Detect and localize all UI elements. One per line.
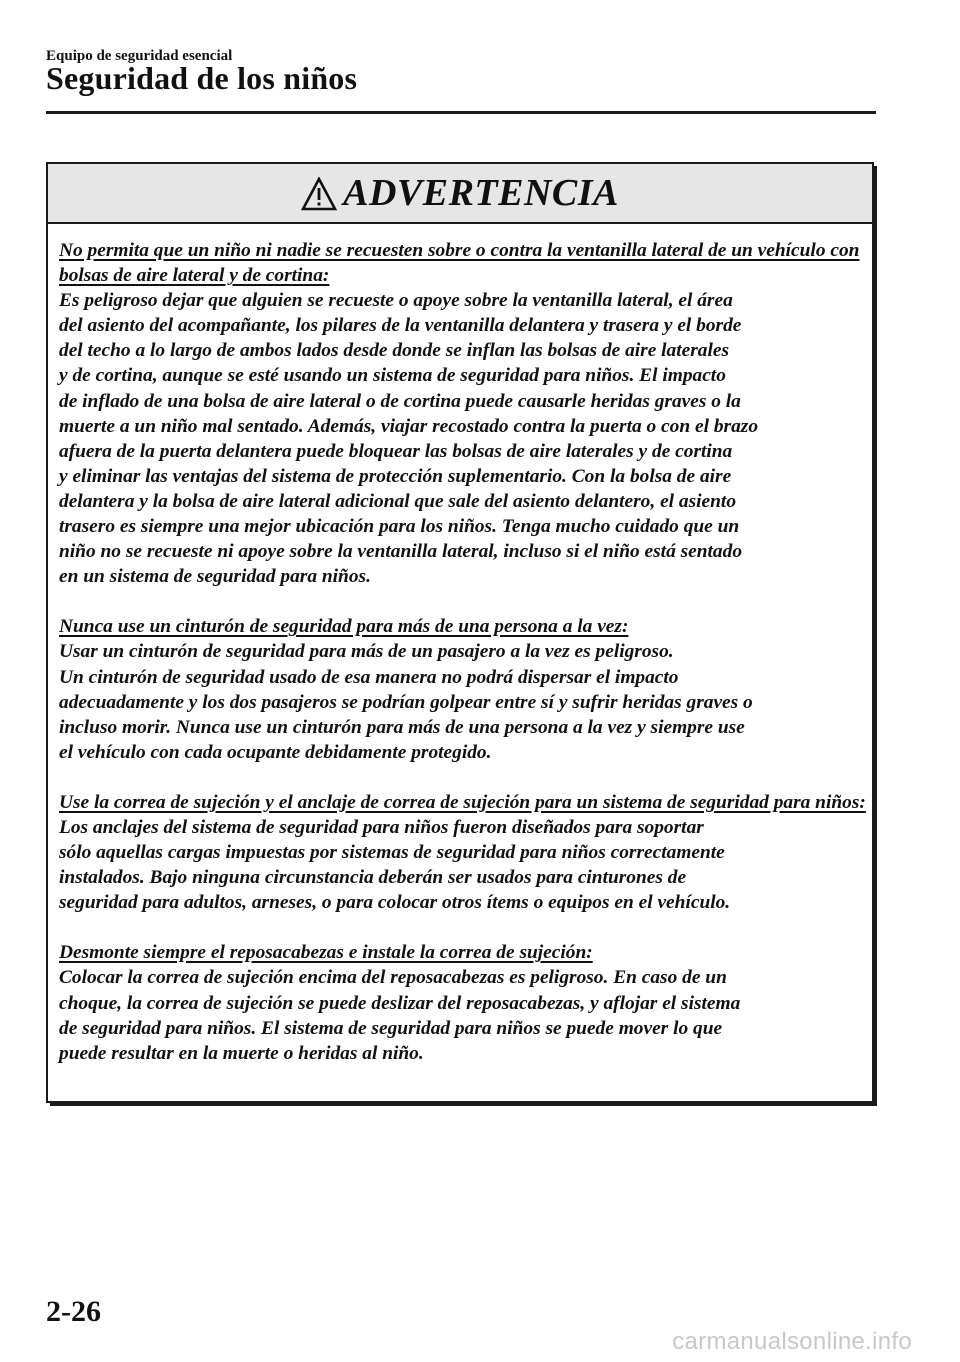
warning-triangle-icon — [301, 177, 337, 211]
page-number: 2-26 — [46, 1295, 101, 1328]
warning-paragraph-heading: Use la correa de sujeción y el anclaje de correa de sujeción para un sistema de seguridad para niños: — [59, 791, 866, 813]
body-line: Los anclajes del sistema de seguridad para niños fueron diseñados para soportar — [59, 816, 704, 838]
body-line: Un cinturón de seguridad usado de esa manera no podrá dispersar el impacto — [59, 666, 679, 688]
body-line: instalados. Bajo ninguna circunstancia deberán ser usados para cinturones de — [59, 867, 687, 889]
body-line: afuera de la puerta delantera puede bloquear las bolsas de aire laterales y de cortina — [59, 440, 733, 462]
warning-body — [59, 238, 869, 1066]
body-line: choque, la correa de sujeción se puede deslizar del reposacabezas, y aflojar el sistema — [59, 992, 741, 1014]
body-line: trasero es siempre una mejor ubicación para los niños. Tenga mucho cuidado que un — [59, 516, 740, 538]
body-line: sólo aquellas cargas impuestas por sistemas de seguridad para niños correctamente — [59, 842, 725, 864]
body-line: delantera y la bolsa de aire lateral adicional que sale del asiento delantero, el asiento — [59, 490, 737, 512]
body-line: de seguridad para niños. El sistema de seguridad para niños se puede mover lo que — [59, 1017, 723, 1039]
body-line: y eliminar las ventajas del sistema de protección suplementario. Con la bolsa de aire — [59, 465, 732, 487]
body-line: y de cortina, aunque se esté usando un sistema de seguridad para niños. El impacto — [59, 365, 726, 387]
section-label: Equipo de seguridad esencial — [46, 48, 233, 64]
header-divider — [46, 111, 876, 114]
warning-paragraph — [59, 238, 869, 589]
page-title: Seguridad de los niños — [46, 60, 358, 96]
watermark: carmanualsonline.info — [672, 1328, 912, 1355]
warning-box — [46, 162, 874, 1103]
warning-paragraph-heading: Nunca use un cinturón de seguridad para más de una persona a la vez: — [59, 616, 629, 638]
body-line: en un sistema de seguridad para niños. — [59, 566, 371, 588]
body-line: el vehículo con cada ocupante debidamente protegido. — [59, 741, 492, 763]
body-line: del techo a lo largo de ambos lados desde donde se inflan las bolsas de aire laterales — [59, 340, 730, 362]
body-line: incluso morir. Nunca use un cinturón para más de una persona a la vez y siempre use — [59, 716, 745, 738]
body-line: seguridad para adultos, arneses, o para colocar otros ítems o equipos en el vehículo. — [59, 892, 731, 914]
body-line: niño no se recueste ni apoye sobre la ventanilla lateral, incluso si el niño está sentado — [59, 541, 743, 563]
body-line: Es peligroso dejar que alguien se recueste o apoye sobre la ventanilla lateral, el área — [59, 290, 733, 312]
warning-title: ADVERTENCIA — [343, 172, 619, 214]
body-line: Colocar la correa de sujeción encima del reposacabezas es peligroso. En caso de un — [59, 967, 727, 989]
warning-paragraph-heading: No permita que un niño ni nadie se recuesten sobre o contra la ventanilla lateral de un vehículo con bolsas de aire lateral y de cortina: — [59, 240, 860, 287]
body-line: muerte a un niño mal sentado. Además, viajar recostado contra la puerta o con el brazo — [59, 415, 759, 437]
warning-paragraph — [59, 614, 869, 765]
warning-header — [48, 164, 872, 224]
body-line: del asiento del acompañante, los pilares de la ventanilla delantera y trasera y el borde — [59, 315, 742, 337]
body-line: puede resultar en la muerte o heridas al niño. — [59, 1042, 424, 1064]
body-line: Usar un cinturón de seguridad para más de un pasajero a la vez es peligroso. — [59, 641, 674, 663]
body-line: de inflado de una bolsa de aire lateral o de cortina puede causarle heridas graves o la — [59, 390, 741, 412]
warning-paragraph-heading: Desmonte siempre el reposacabezas e instale la correa de sujeción: — [59, 942, 593, 964]
warning-paragraph — [59, 790, 869, 915]
body-line: adecuadamente y los dos pasajeros se podrían golpear entre sí y sufrir heridas graves o — [59, 691, 753, 713]
warning-box-shadow — [874, 166, 877, 1106]
warning-paragraph — [59, 940, 869, 1065]
